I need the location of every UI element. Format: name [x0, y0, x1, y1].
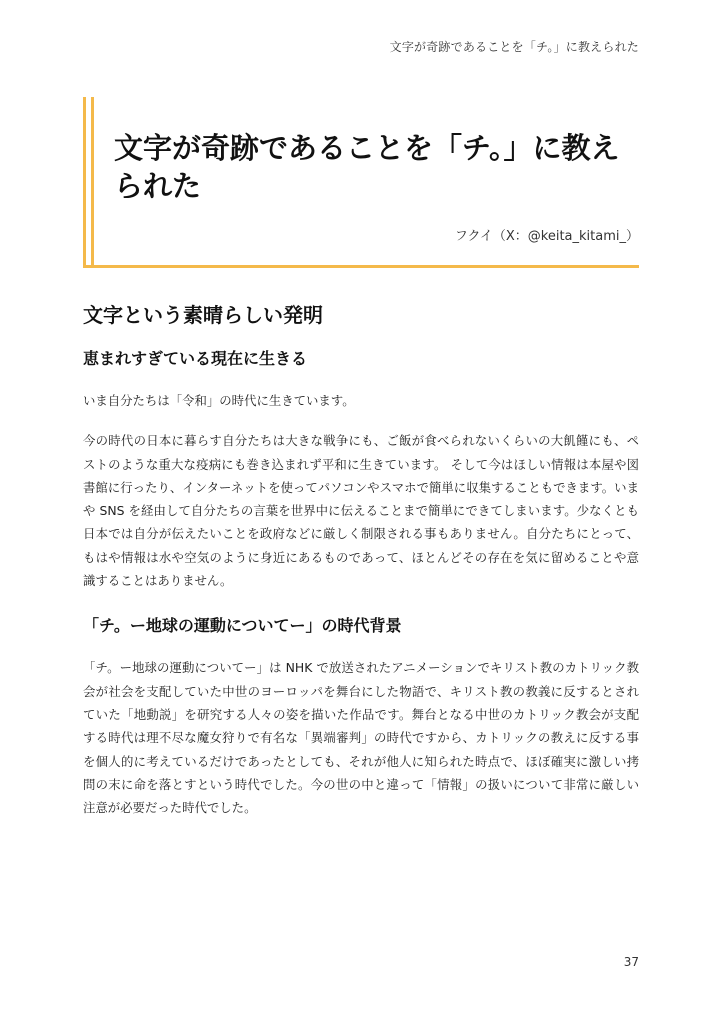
article-body	[83, 300, 639, 836]
paragraph-3: 「チ。ー地球の運動についてー」は NHK で放送されたアニメーションでキリスト教のカトリック教会が社会を支配していた中世のヨーロッパを舞台にした物語で、キリスト教の教義に反するとされていた「地動説」を研究する人々の姿を描いた作品です。舞台となる中世のカトリック教会が支配する時代は理不尽な魔女狩りで有名な「異端審判」の時代ですから、カトリックの教えに反する事を個人的に考えているだけであったとしても、それが他人に知られた時点で、ほぼ確実に激しい拷問の末に命を落とすという時代でした。今の世の中と違って「情報」の扱いについて非常に厳しい注意が必要だった時代でした。	[83, 660, 639, 816]
title-bottom-rule	[83, 265, 639, 268]
paragraph-1: いま自分たちは「令和」の時代に生きています。	[83, 393, 355, 408]
accent-bar-outer	[83, 97, 86, 268]
running-header: 文字が奇跡であることを「チ。」に教えられた	[389, 40, 639, 54]
subsection-heading-1: 恵まれすぎている現在に生きる	[83, 349, 308, 368]
section-heading: 文字という素晴らしい発明	[83, 303, 323, 327]
article-title: 文字が奇跡であることを「チ。」に教えられた	[114, 131, 620, 203]
author-byline: フクイ（X：@keita_kitami_）	[454, 229, 639, 244]
paragraph-2: 今の時代の日本に暮らす自分たちは大きな戦争にも、ご飯が食べられないくらいの大飢饉にも、ペストのような重大な疫病にも巻き込まれず平和に生きています。 そして今はほしい情報は本屋や図書館に行ったり、インターネットを使ってパソコンやスマホで簡単に収集することもできます。いまや SNS を経由して自分たちの言葉を世界中に伝えることまで簡単にできてしまいます。少なくとも日本では自分が伝えたいことを政府などに厳しく制限される事もありません。自分たちにとって、もはや情報は水や空気のように身近にあるものであって、ほとんどその存在を気に留めることや意識することはありません。	[83, 433, 639, 589]
title-block	[83, 97, 639, 268]
subsection-heading-2: 「チ。ー地球の運動についてー」の時代背景	[83, 616, 402, 636]
accent-bar-inner	[91, 97, 94, 268]
page-number: 37	[623, 955, 639, 969]
